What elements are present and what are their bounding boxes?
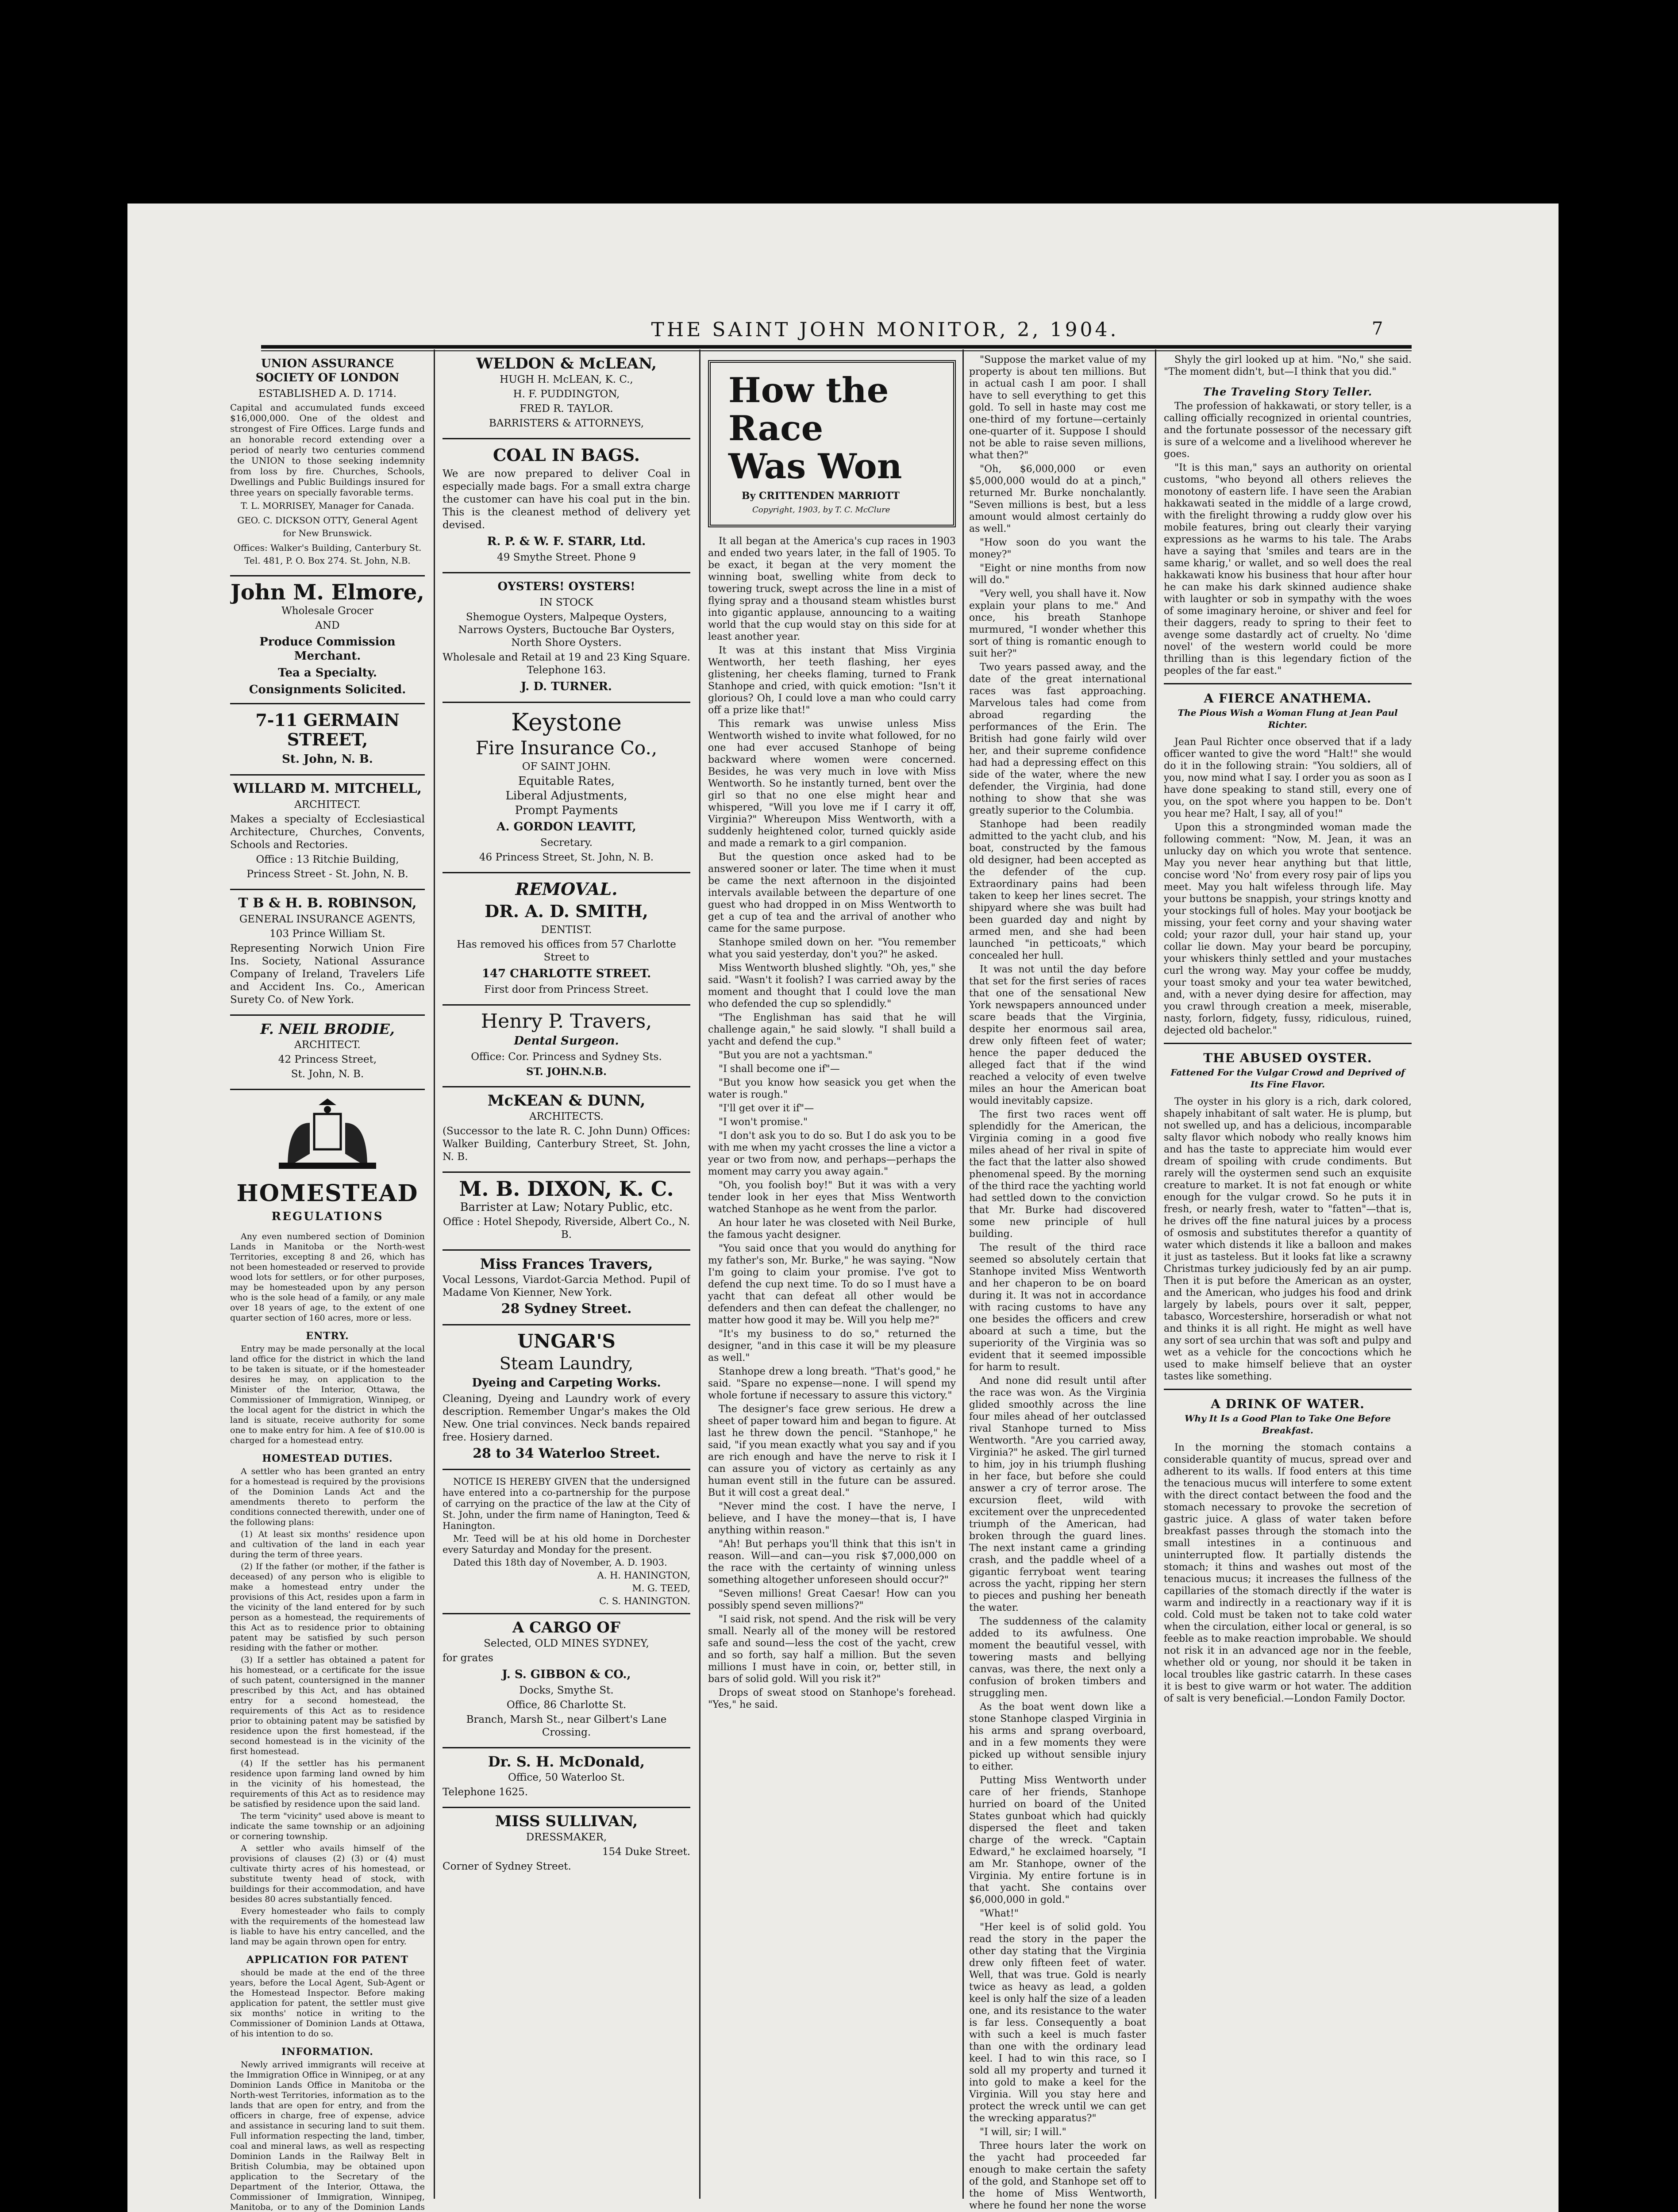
brodie-ad [230,1022,425,1081]
ad-docks: Docks, Smythe St. [519,1685,614,1696]
ad-name: UNGAR'S [517,1330,616,1352]
story-paragraph: As the boat went down like a stone Stanhope clasped Virginia in his arms and sprang overboard, and in a few moments they were picked up without sensible injury to either. [969,1701,1146,1772]
story-paragraph: "The Englishman has said that he will challenge again," he said slowly. "I shall build a yacht and defend the cup." [708,1012,956,1047]
coal-ad [443,445,690,564]
story-byline: By CRITTENDEN MARRIOTT [742,490,900,502]
story-paragraph: The first two races went off splendidly for the American, the Virginia coming in a good five miles ahead of her rival in spite of the fact that the latter also showed phenomenal speed. By the morning of the third race the yachting world had settled down to the conviction that Mr. Burke had discovered some new principle of hull building. [969,1109,1146,1240]
story-column-1 [708,354,956,2212]
ad-office: Office, 86 Charlotte St. [506,1699,627,1711]
ad-address: 28 to 34 Waterloo Street. [473,1446,660,1461]
ad-address: 28 Sydney Street. [501,1301,632,1317]
story-paragraph: Stanhope drew a long breath. "That's good," he said. "Spare no expense—none. I will spend my whole fortune if necessary to assure this victory." [708,1366,956,1401]
ad-line: HUGH H. McLEAN, K. C., [500,374,633,385]
ad-for: for grates [443,1652,493,1664]
paragraph: Newly arrived immigrants will receive at the Immigration Office in Winnipeg, or at any Dominion Lands Office in Manitoba or the North-west Territories, information as to the lands that are open for entry, and from the officers in charge, free of expense, advice and assistance in securing land to suit them. Full information respecting the land, timber, coal and mineral laws, as well as respecting Dominion Lands in the Railway Belt in British Columbia, may be obtained upon application to the Secretary of the Department of the Interior, Ottawa, the Commissioner of Immigration, Winnipeg, Manitoba, or to any of the Dominion Lands [230,2060,425,2212]
ad-line: Fire Insurance Co., [475,737,658,759]
paragraph: Every homesteader who fails to comply with the requirements of the homestead law is liable to have his entry cancelled, and the land may be again thrown open for entry. [230,1906,425,1947]
paragraph: (3) If a settler has obtained a patent for his homestead, or a certificate for the issue of such patent, countersigned in the manner prescribed by this Act, and has obtained entry for a second homestead, the requirements of this Act as to residence prior to obtaining patent may be satisfied by residence upon the first homestead, if the second homestead is in the vicinity of the first homestead. [230,1655,425,1756]
ad-line: Keystone [511,708,622,736]
article-subhead: The Pious Wish a Woman Flung at Jean Paul Richter. [1178,707,1398,730]
ad-body: Cleaning, Dyeing and Laundry work of every description. Remember Ungar's makes the Old New. One trial convinces. Neck bands repaired free. Hosiery darned. [443,1393,690,1443]
cargo-ad [443,1621,690,1739]
ad-manager: T. L. MORRISEY, Manager for Canada. [241,500,414,511]
ad-title: Dental Surgeon. [514,1034,619,1048]
story-paragraph: "What!" [980,1908,1019,1919]
column-rule-2 [699,349,700,2199]
frances-travers-ad [443,1257,690,1316]
story-paragraph: "Never mind the cost. I have the nerve, I believe, and I have the money—that is, I have anything within reason." [708,1501,956,1536]
ad-line: Liberal Adjustments, [505,789,627,803]
section-head: INFORMATION. [281,2046,373,2058]
ad-body: Shemogue Oysters, Malpeque Oysters, Narrows Oysters, Buctouche Bar Oysters, North Shore Oysters. [458,611,675,649]
story-paragraph: It all began at the America's cup races in 1903 and ended two years later, in the fall of 1905. To be exact, it began at the very moment the winning boat, swelling white from deck to towering truck, swept across the line in a mist of flying spray and a thousand steam whistles burst into gigantic applause, announcing to a waiting world that the cup would stay on this side for at least another year. [708,536,956,642]
ad-address: 49 Smythe Street. Phone 9 [497,552,636,563]
ad-head: COAL IN BAGS. [493,445,640,465]
story-title-line: Was Won [728,446,902,487]
ad-name: Miss Frances Travers, [480,1256,653,1272]
story-paragraph: "I shall become one if"— [719,1064,840,1075]
elmore-ad [230,580,425,766]
homestead-ad [230,1180,425,1224]
column-rule-4 [1155,349,1156,2199]
story-paragraph: "Eight or nine months from now will do." [969,563,1146,586]
ad-address: 154 Duke Street. [602,1846,690,1858]
homestead-regulations [230,1232,425,2212]
running-head: THE SAINT JOHN MONITOR, 2, 1904. [651,319,1119,341]
ad-name: MISS SULLIVAN, [495,1813,638,1830]
column-rule-1 [434,349,435,2199]
ad-name: DR. A. D. SMITH, [485,901,648,921]
signer: C. S. HANINGTON. [599,1596,690,1606]
story-title-box [708,360,956,527]
section-head: HOMESTEAD DUTIES. [262,1453,393,1464]
paragraph: should be made at the end of the three years, before the Local Agent, Sub-Agent or the Homestead Inspector. Before making application for patent, the settler must give six months' notice in writing to the Commissioner of Dominion Lands at Ottawa, of his intention to do so. [230,1968,425,2039]
story-paragraph: The result of the third race seemed so absolutely certain that Stanhope invited Miss Wentworth and her chaperon to be on board during it. It was not in accordance with racing customs to have any one besides the officers and crew aboard at such a time, but the superiority of the Virginia was so evident that it seemed impossible for harm to result. [969,1242,1146,1373]
ad-corner: Corner of Sydney Street. [443,1861,571,1872]
story-ending: Shyly the girl looked up at him. "No," she said. "The moment didn't, but—I think that you did." [1164,354,1412,377]
story-paragraph: The suddenness of the calamity added to its awfulness. One moment the beautiful vessel, with towering masts and bellying canvas, was there, the next only a confusion of broken timbers and struggling men. [969,1616,1146,1699]
article-subhead: Why It Is a Good Plan to Take One Before Breakfast. [1185,1413,1391,1436]
ad-line: Prompt Payments [515,804,618,817]
masthead-rule [261,345,1412,349]
story-paragraph: "Her keel is of solid gold. You read the story in the paper the other day stating that the Virginia drew only fifteen feet of water. Well, that was true. Gold is nearly twice as heavy as lead, a golden keel is only half the size of a leaden one, and its resistance to the water is far less. Consequently a boat with such a keel is much faster than one with the ordinary lead keel. I had to win this race, so I sold all my property and turned it into gold to make a keel for the Virginia. Will you stay here and protect the wreck until we can get the wrecking apparatus?" [969,1922,1146,2124]
ad-address: St. John, N. B. [282,753,373,766]
story-paragraph: Stanhope had been readily admitted to the yacht club, and his boat, constructed by the famous old designer, had been accepted as the defender of the cup. Extraordinary pains had been taken to keep her lines secret. The shipyard where she was built had been guarded day and night by armed men, and she had been launched "in petticoats," which concealed her hull. [969,819,1146,961]
ad-name: WELDON & McLEAN, [476,355,657,373]
ad-line: A. GORDON LEAVITT, [496,820,636,833]
ungar-ad [443,1332,690,1461]
ad-line: Steam Laundry, [499,1354,634,1373]
ad-body: Has removed his offices from 57 Charlotte Street to [457,939,676,963]
story-paragraph: Two years passed away, and the date of the great international races was fast approaching. Marvelous tales had come from abroad regarding the performances of the Erin. The British had gone fairly wild over her, and their supreme confidence had had a depressing effect on this side of the water, where the new defender, the Virginia, had done nothing to show that she was greatly superior to the Columbia. [969,662,1146,816]
ad-line: OF SAINT JOHN. [522,761,611,772]
ad-line: AND [315,620,340,631]
paragraph: Entry may be made personally at the local land office for the district in which the land to be taken is situate, or if the homesteader desires he may, on application to the Minister of the Interior, Ottawa, the Commissioner of Immigration, Winnipeg, or the local agent for the district in which the land is situate, receive authority for some one to make entry for him. A fee of $10.00 is charged for a homestead entry. [230,1344,425,1445]
story-paragraph: "I'll get over it if"— [719,1103,814,1114]
ad-street: Princess Street - St. John, N. B. [246,868,408,880]
ad-branch: Branch, Marsh St., near Gilbert's Lane Crossing. [466,1714,667,1738]
paragraph: In the morning the stomach contains a considerable quantity of mucus, spread over and adherent to its walls. If food enters at this time the tenacious mucus will interfere to some extent with the direct contact between the food and the stomach necessary to provoke the secretion of gastric juice. A glass of water taken before breakfast passes through the stomach into the small intestines in a continuous and uninterrupted flow. It partially distends the stomach; it thins and washes out most of the tenacious mucus; it increases the fullness of the capillaries of the stomach directly if the water is warm and indirectly in a reactionary way if it is cold. Cold must be taken not to take cold water when the circulation, either local or general, is so feeble as to make reaction improbable. We should not risk it in an advanced age nor in the feeble, whether old or young, nor should it be taken in local troubles like gastric catarrh. In these cases it is best to give warm or hot water. The addition of salt is very beneficial.—London Family Doctor. [1164,1442,1412,1704]
paragraph: Mr. Teed will be at his old home in Dorchester every Saturday and Monday for the present. [443,1533,690,1555]
ad-office: Office: Cor. Princess and Sydney Sts. [471,1051,662,1063]
ad-name: McKEAN & DUNN, [487,1092,646,1110]
paragraph: A settler who has been granted an entry for a homestead is required by the provisions of the Dominion Lands Act and the amendments thereto to perform the conditions connected therewith, under one of the following plans: [230,1467,425,1527]
travers-ad [443,1012,690,1078]
removal-ad [443,879,690,996]
ad-phone: Telephone 1625. [443,1786,528,1798]
ad-address: 103 Prince William St. [269,928,385,940]
story-title-line: How the Race [728,370,889,449]
ad-address: 147 CHARLOTTE STREET. [481,967,651,980]
column-5 [1164,354,1412,2212]
ad-head: REMOVAL. [515,879,618,899]
mitchell-ad [230,782,425,881]
story-paragraph: "I won't promise." [719,1117,808,1128]
ad-body: Capital and accumulated funds exceed $16,000,000. One of the oldest and strongest of Fire Offices. Large funds and an honorable record extending over a period of nearly two centuries commend the UNION to those seeking indemnity from loss by fire. Churches, Schools, Dwellings and Public Buildings insured for three years on specially favorable terms. [230,402,425,498]
ad-name: M. B. DIXON, K. C. [459,1177,674,1201]
ad-address: St. John, N. B. [291,1068,364,1080]
royal-coat-of-arms-icon [261,1096,394,1176]
story-paragraph: "Oh, $6,000,000 or even $5,000,000 would do at a pinch," returned Mr. Burke nonchalantly. "Seven millions is best, but a less amount would almost certainly do as well." [969,464,1146,534]
sullivan-ad [443,1814,690,1873]
paragraph: Jean Paul Richter once observed that if a lady officer wanted to give the word "Halt!" she would do it in the following strain: "You soldiers, all of you, now mind what I say. I order you as soon as I have done speaking to stand still, every one of you, on the spot where you happen to be. Don't you hear me? Halt, I say, all of you!" [1164,737,1412,819]
ad-address: 42 Princess Street, [278,1054,377,1065]
ad-head: A CARGO OF [512,1619,621,1636]
story-paragraph: But the question once asked had to be answered sooner or later. The time when it must be came the next afternoon in the disjointed intervals available between the departure of one guest who had dropped in on Miss Wentworth to get a cup of tea and the arrival of another who came for the same purpose. [708,852,956,934]
story-paragraph: And none did result until after the race was won. As the Virginia glided smoothly across the line four miles ahead of her outclassed rival Stanhope turned to Miss Wentworth. "Are you carried away, Virginia?" he asked. The girl turned to him, joy in his triumph flushing in her face, but before she could answer a cry of terror arose. The excursion fleet, wild with excitement over the unprecedented triumph of the American, had broken through the guard lines. The next instant came a grinding crash, and the paddle wheel of a gigantic ferryboat went tearing across the yacht, ripping her stern to pieces and pushing her beneath the water. [969,1375,1146,1613]
ad-name: J. D. TURNER. [521,680,612,693]
ad-line: Tea a Specialty. [278,666,377,680]
story-paragraph: Drops of sweat stood on Stanhope's forehead. "Yes," he said. [708,1687,956,1710]
paragraph: (2) If the father (or mother, if the father is deceased) of any person who is eligible to make a homestead entry under the provisions of this Act, resides upon a farm in the vicinity of the land entered for by such person as a homestead, the requirements of this Act as to residence prior to obtaining patent may be satisfied by such person residing with the father or mother. [230,1562,425,1653]
page-number: 7 [1372,319,1383,339]
story-paragraph: It was at this instant that Miss Virginia Wentworth, her teeth flashing, her eyes glistening, her cheeks flaming, turned to Frank Stanhope and cried, with quick emotion: "Isn't it glorious? Oh, I could love a man who could carry off a prize like that!" [708,645,956,716]
ad-name: John M. Elmore, [231,580,424,605]
story-paragraph: "It's my business to do so," returned the designer, "and in this case it will be my pleasure as well." [708,1329,956,1363]
ad-body: We are now prepared to deliver Coal in especially made bags. For a small extra charge the customer can have his coal put in the bin. This is the cleanest method of delivery yet devised. [443,468,690,531]
story-paragraph: "I said risk, not spend. And the risk will be very small. Nearly all of the money will be restored safe and sound—less the cost of the yacht, crew and so forth, say half a million. But the seven millions I must have in coin, or, better still, in bars of solid gold. Will you risk it?" [708,1614,956,1685]
article-head: A DRINK OF WATER. [1211,1397,1365,1411]
dixon-ad [443,1179,690,1241]
ad-address: 7-11 GERMAIN STREET, [255,710,400,749]
partnership-notice [443,1476,690,1607]
story-paragraph: "Very well, you shall have it. Now explain your plans to me." And once, his breath Stanhope murmured, "I wonder whether this sort of thing is romantic enough to suit her?" [969,588,1146,659]
story-column-2 [969,354,1146,2212]
column-rule-3 [962,349,964,2199]
column-1 [230,354,425,2212]
paragraph: Upon this a strongminded woman made the following comment: "Now, M. Jean, it was an unlucky day on which you wrote that sentence. May you never hear anything but that little, concise word 'No' from every rosy pair of lips you meet. May you halt wifeless through life. May your buttons be snappish, your strings knotty and your stockings full of holes. May your bootjack be missing, your feet corny and your shaving water cold; your razor dull, your hair stand up, your collar lie down. May your beard be porcupiny, your whiskers thinly settled and your mustaches curl the wrong way. May your coffee be muddy, your toast smoky and your tea water bewitched, and, with a never dying desire for affection, may you crawl through creation a meek, miserable, nasty, forlorn, fidgety, fussy, ridiculous, ruined, dejected old bachelor." [1164,822,1412,1036]
paragraph: Any even numbered section of Dominion Lands in Manitoba or the North-west Territories, excepting 8 and 26, which has not been homesteaded or reserved to provide wood lots for settlers, or for other purposes, may be homesteaded upon by any person who is the sole head of a family, or any male over 18 years of age, to the extent of one quarter section of 160 acres, more or less. [230,1232,425,1323]
story-paragraph: "How soon do you want the money?" [969,537,1146,560]
homestead-title: HOMESTEAD [236,1180,419,1207]
story-paragraph: "Ah! But perhaps you'll think that this isn't in reason. Will—and can—you risk $7,000,000 on the race with the certainty of winning unless something altogether unforeseen should occur?" [708,1539,956,1586]
paragraph: (4) If the settler has his permanent residence upon farming land owned by him in the vicinity of his homestead, the requirements of this Act as to residence may be satisfied by residence upon the said land. [230,1759,425,1809]
story-copyright: Copyright, 1903, by T. C. McClure [752,505,890,515]
signer: M. G. TEED, [632,1583,690,1594]
ad-line: Equitable Rates, [518,775,615,788]
ad-firm: J. S. GIBBON & CO., [502,1668,631,1681]
ad-name: Dr. S. H. McDonald, [488,1753,645,1770]
story-paragraph: "I don't ask you to do so. But I do ask you to be with me when my yacht crosses the line a victor a year or two from now, and perhaps—perhaps the moment may carry you away again." [708,1130,956,1177]
column-2 [443,354,690,2212]
section-head: ENTRY. [306,1330,349,1342]
weldon-ad [443,357,690,430]
story-paragraph: Putting Miss Wentworth under care of her friends, Stanhope hurried on board of the United States gunboat which had quickly dispersed the fleet and taken charge of the wreck. "Captain Edward," he exclaimed hoarsely, "I am Mr. Stanhope, owner of the Virginia. My entire fortune is in that yacht. She contains over $6,000,000 in gold." [969,1775,1146,1905]
paragraph: Dated this 18th day of November, A. D. 1903. [453,1557,667,1568]
ad-office: Office : Hotel Shepody, Riverside, Albert Co., N. B. [443,1216,690,1240]
ad-door: First door from Princess Street. [484,984,649,995]
oysters-ad [443,580,690,694]
ad-title: ARCHITECT. [294,799,361,810]
ad-sub: Selected, OLD MINES SYDNEY, [484,1638,649,1649]
ad-title: DENTIST. [541,924,592,936]
ad-offices: Offices: Walker's Building, Canterbury St. Tel. 481, P. O. Box 274. St. John, N.B. [233,542,422,566]
story-paragraph: "But you are not a yachtsman." [719,1050,873,1061]
homestead-subtitle: REGULATIONS [271,1210,384,1223]
keystone-ad [443,709,690,864]
union-assurance-ad [230,357,425,567]
ad-established: ESTABLISHED A. D. 1714. [258,388,397,399]
story-paragraph: Miss Wentworth blushed slightly. "Oh, yes," she said. "Wasn't it foolish? I was carried away by the moment and thought that I could love the man who defended the cup so splendidly." [708,963,956,1010]
article-head: A FIERCE ANATHEMA. [1204,691,1372,706]
ad-body: Makes a specialty of Ecclesiastical Architecture, Churches, Convents, Schools and Rectories. [230,814,425,851]
article-subhead: Fattened For the Vulgar Crowd and Deprived of Its Fine Flavor. [1170,1067,1405,1090]
story-paragraph: "I will, sir; I will." [980,2127,1066,2138]
ad-line: Secretary. [540,837,593,849]
ad-body: Representing Norwich Union Fire Ins. Society, National Assurance Company of Ireland, Travelers Life and Accident Ins. Co., American Surety Co. of New York. [230,943,425,1006]
ad-name: Henry P. Travers, [481,1010,652,1033]
story-paragraph: It was not until the day before that set for the first series of races that one of the sensational New York newspapers announced under scare beads that the Virginia, despite her enormous sail area, drew only fifteen feet of water; hence the paper deduced the alleged fact that if the wind reached a velocity of even twelve miles an hour the American boat would inevitably capsize. [969,964,1146,1106]
ad-line: Produce Commission Merchant. [259,635,396,663]
ad-city: ST. JOHN.N.B. [526,1066,607,1078]
ad-line: Wholesale Grocer [281,605,373,617]
article-head: THE ABUSED OYSTER. [1203,1051,1372,1065]
ad-name: UNION ASSURANCE SOCIETY OF LONDON [255,357,400,384]
ad-body: (Successor to the late R. C. John Dunn) Offices: Walker Building, Canterbury Street, St. John, N. B. [443,1125,690,1163]
robinson-ad [230,896,425,1006]
ad-office: Office : 13 Ritchie Building, [256,854,399,865]
paragraph: A settler who avails himself of the provisions of clauses (2) (3) or (4) must cultivate thirty acres of his homestead, or substitute twenty head of stock, with buildings for their accommodation, and have besides 80 acres substantially fenced. [230,1843,425,1904]
story-paragraph: "But you know how seasick you get when the water is rough." [708,1077,956,1100]
paragraph: (1) At least six months' residence upon and cultivation of the land in each year during the term of three years. [230,1529,425,1559]
ad-agent: GEO. C. DICKSON OTTY, General Agent for New Brunswick. [237,515,418,538]
ad-line: FRED R. TAYLOR. [520,403,613,415]
ad-title: ARCHITECTS. [529,1111,604,1122]
paragraph: The term "vicinity" used above is meant to indicate the same township or an adjoining or cornering township. [230,1811,425,1841]
ad-name: WILLARD M. MITCHELL, [233,781,422,796]
signer: A. H. HANINGTON, [597,1570,690,1581]
ad-name: T B & H. B. ROBINSON, [238,895,417,911]
ad-sale: Wholesale and Retail at 19 and 23 King Square. Telephone 163. [443,652,690,676]
story-paragraph: Three hours later the work on the yacht had proceeded far enough to make certain the safety of the gold, and Stanhope set off to the home of Miss Wentworth, where he found her none the worse [969,2140,1146,2211]
ad-title: ARCHITECT. [294,1039,361,1051]
paragraph: NOTICE IS HEREBY GIVEN that the undersigned have entered into a co-partnership for the purpose of carrying on the practice of the law at the City of St. John, under the firm name of Hanington, Teed & Hanington. [443,1476,690,1531]
story-paragraph: "Suppose the market value of my property is about ten millions. But in actual cash I am poor. I shall have to sell everything to get this gold. To sell in haste may cost me one-third of my fortune—certainly one-quarter of it. Suppose I should not be able to raise seven millions, what then?" [969,354,1146,461]
ad-title: GENERAL INSURANCE AGENTS, [239,914,416,925]
story-paragraph: This remark was unwise unless Miss Wentworth wished to invite what followed, for no one had ever accused Stanhope of being backward where women were concerned. Besides, he was very much in love with Miss Wentworth. So he instantly turned, bent over the girl so that no one else might hear and whispered, "Will you love me if I carry it off, Virginia?" Whereupon Miss Wentworth, with a suddenly heightened color, turned quickly aside and made a remark to a girl companion. [708,718,956,849]
mcdonald-ad [443,1755,690,1799]
ad-name: F. NEIL BRODIE, [260,1021,395,1037]
section-head: APPLICATION FOR PATENT [246,1954,409,1966]
story-paragraph: "You said once that you would do anything for my father's son, Mr. Burke," he was saying. "Now I'm going to claim your promise. I've got to defend the cup next time. To do so I must have a yacht that can defeat all other would be defenders and then can defeat the challenger, no matter how good it may be. Will you help me?" [708,1243,956,1326]
ad-body: Vocal Lessons, Viardot-Garcia Method. Pupil of Madame Von Kienner, New York. [443,1274,690,1298]
ad-title: Barrister at Law; Notary Public, etc. [460,1201,673,1214]
story-paragraph: An hour later he was closeted with Neil Burke, the famous yacht designer. [708,1217,956,1240]
ad-line: 46 Princess Street, St. John, N. B. [479,852,654,863]
ad-line: H. F. PUDDINGTON, [513,388,620,400]
story-body-part-1 [708,535,956,1711]
paragraph: The profession of hakkawati, or story teller, is a calling officially recognized in oriental countries, and the fortunate possessor of the necessary gift is sure of a welcome and a livelihood wherever he goes. [1164,401,1412,460]
story-paragraph: The designer's face grew serious. He drew a sheet of paper toward him and began to figure. At last he threw down the pencil. "Stanhope," he said, "if you mean exactly what you say and if you are rich enough and have the nerve to risk it I can assure you of victory as certainly as any human event still in the future can be assured. But it will cost a great deal." [708,1404,956,1498]
ad-firm: R. P. & W. F. STARR, Ltd. [487,535,646,548]
paragraph: The oyster in his glory is a rich, dark colored, shapely inhabitant of salt water. He is plump, but not swelled up, and has a delicious, incomparable salty flavor which nobody who really knows him and has the taste to appreciate him would ever dream of spoiling with crude condiments. But rarely will the oystermen send such an exquisite creature to market. It is not fat enough or white enough for the vulgar crowd. So he puts it in fresh, or nearly fresh, water to "fatten"—that is, he drives off the fine natural juices by a process of osmosis and substitutes therefor a quantity of water which distends it like a balloon and makes it just as tasteless. But it looks fat like a scrawny Christmas turkey judiciously fed by an air pump. Then it is put before the American as an oyster, and the American, who judges his food and drink largely by labels, pours over it salt, pepper, tabasco, Worcestershire, horseradish or what not and thinks it is all right. He might as well have any sort of sea urchin that was soft and pulpy and wet as a vehicle for the concoctions which he used to make himself believe that an oyster tastes like something. [1164,1096,1412,1382]
story-paragraph: Stanhope smiled down on her. "You remember what you said yesterday, don't you?" he asked. [708,937,956,960]
story-paragraph: "Oh, you foolish boy!" But it was with a very tender look in her eyes that Miss Wentworth watched Stanhope as he went from the parlor. [708,1180,956,1215]
mckean-ad [443,1094,690,1164]
ad-head: OYSTERS! OYSTERS! [497,580,635,593]
ad-title: BARRISTERS & ATTORNEYS, [489,418,644,429]
ad-line: Dyeing and Carpeting Works. [472,1376,661,1390]
ad-sub: IN STOCK [539,597,593,608]
ad-line: Consignments Solicited. [249,683,406,696]
ad-office: Office, 50 Waterloo St. [508,1772,625,1783]
ad-title: DRESSMAKER, [526,1832,607,1843]
article-head: The Traveling Story Teller. [1203,385,1373,398]
story-body-part-2 [969,354,1146,2212]
paragraph: "It is this man," says an authority on oriental customs, "who beyond all others relieves the monotony of eastern life. I have seen the Arabian hakkawati seated in the middle of a large crowd, with the firelight throwing a ruddy glow over his mobile features, bring out clearly their varying expressions as he warms to his tale. The Arabs have a saying that 'smiles and tears are in the same kharig,' or wallet, and so well does the real hakkawati know his business that hour after hour he can make his dark skinned audience shake with laughter or sob in sympathy with the woes of some imaginary heroine, or shiver and feel for their daggers, ready to spring to their feet to avenge some dastardly act of cruelty. No 'dime novel' of the western world could be more thrilling than is this legendary fiction of the peoples of the far east." [1164,462,1412,676]
story-paragraph: "Seven millions! Great Caesar! How can you possibly spend seven millions?" [708,1588,956,1611]
